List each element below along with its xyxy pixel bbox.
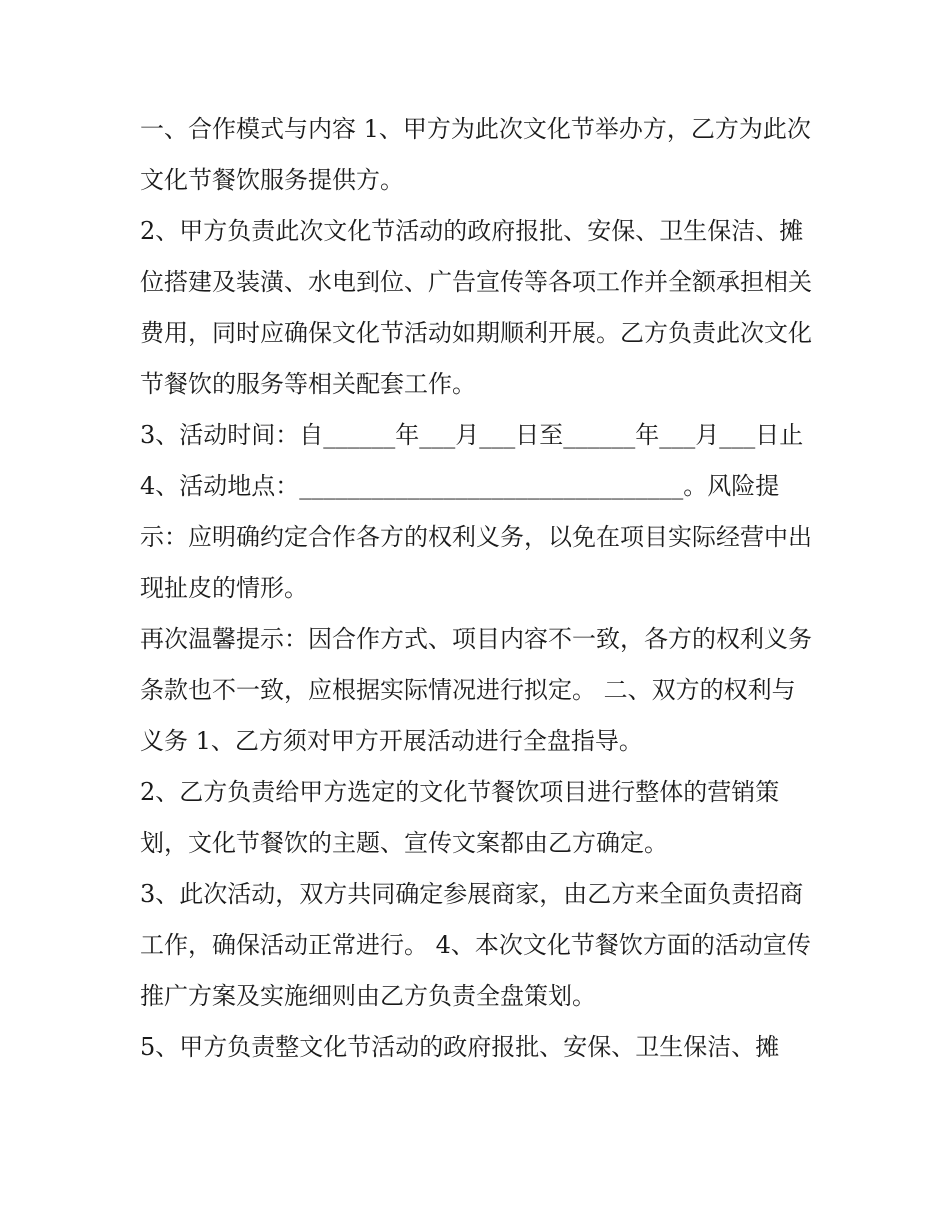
paragraph-activity-time: 3、活动时间：自______年___月___日至______年___月___日止 (140, 421, 804, 449)
paragraph-party-a-duties: 2、甲方负责此次文化节活动的政府报批、安保、卫生保洁、摊位搭建及装潢、水电到位、广告宣传等各项工作并全额承担相关费用，同时应确保文化节活动如期顺利开展。乙方负责此次文化节餐饮的服务等相关配套工作。 (140, 217, 812, 398)
paragraph-activity-location: 4、活动地点：________________________________。风险提示：应明确约定合作各方的权利义务，以免在项目实际经营中出现扯皮的情形。 (140, 472, 812, 602)
paragraph-cooperation-mode: 一、合作模式与内容 1、甲方为此次文化节举办方，乙方为此次文化节餐饮服务提供方。 (140, 115, 811, 194)
document-body (140, 104, 812, 1073)
paragraph-party-a-approvals: 5、甲方负责整文化节活动的政府报批、安保、卫生保洁、摊 (140, 1033, 780, 1061)
paragraph-merchant-recruitment: 3、此次活动，双方共同确定参展商家，由乙方来全面负责招商工作，确保活动正常进行。 4、本次文化节餐饮方面的活动宣传推广方案及实施细则由乙方负责全盘策划。 (140, 880, 811, 1010)
paragraph-marketing-plan: 2、乙方负责给甲方选定的文化节餐饮项目进行整体的营销策划，文化节餐饮的主题、宣传文案都由乙方确定。 (140, 778, 780, 857)
paragraph-reminder-rights: 再次温馨提示：因合作方式、项目内容不一致，各方的权利义务条款也不一致，应根据实际情况进行拟定。 二、双方的权利与义务 1、乙方须对甲方开展活动进行全盘指导。 (140, 625, 812, 755)
